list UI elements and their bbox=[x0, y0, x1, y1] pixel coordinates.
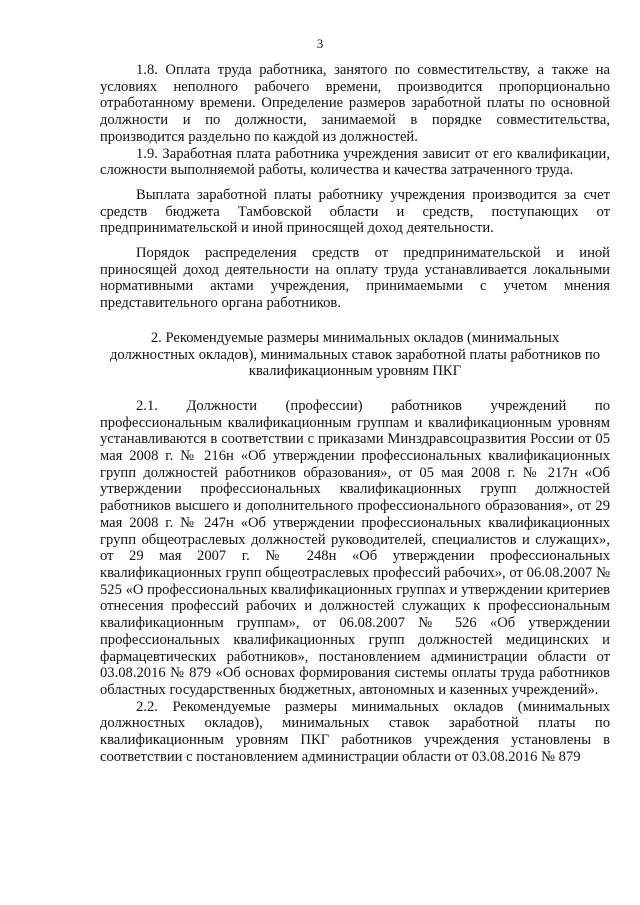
section-2-heading: 2. Рекомендуемые размеры минимальных окладов (минимальных должностных окладов), минимальных ставок заработной платы работников по квалификационным уровням ПКГ bbox=[109, 329, 601, 380]
paragraph-2-2: 2.2. Рекомендуемые размеры минимальных окладов (минимальных должностных окладов), минимальных ставок заработной платы по квалификационным уровням ПКГ работников учреждения установлены в соответствии с постановлением администрации области от 03.08.2016 № 879 bbox=[100, 698, 610, 765]
page-number: 3 bbox=[316, 36, 324, 51]
document-body bbox=[100, 62, 610, 765]
paragraph-2-1: 2.1. Должности (профессии) работников учреждений по профессиональным квалификационным группам и квалификационным уровням устанавливаются в соответствии с приказами Минздравсоцразвития России от 05 мая 2008 г. № 216н «Об утверждении профессиональных квалификационных групп должностей работников образования», от 05 мая 2008 г. № 217н «Об утверждении профессиональных квалификационных групп должностей работников высшего и дополнительного профессионального образования», от 29 мая 2008 г. № 247н «Об утверждении профессиональных квалификационных групп общеотраслевых должностей руководителей, специалистов и служащих», от 29 мая 2007 г. № 248н «Об утверждении профессиональных квалификационных групп общеотраслевых профессий рабочих», от 06.08.2007 № 525 «О профессиональных квалификационных группах и утверждении критериев отнесения профессий рабочих и должностей служащих к профессиональным квалификационным группам», от 06.08.2007 № 526 «Об утверждении профессиональных квалификационных групп должностей медицинских и фармацевтических работников», постановлением администрации области от 03.08.2016 № 879 «Об основах формирования системы оплаты труда работников областных государственных бюджетных, автономных и казенных учреждений». bbox=[100, 397, 610, 698]
paragraph-distribution-order: Порядок распределения средств от предпринимательской и иной приносящей доход деятельности на оплату труда устанавливается локальными нормативными актами учреждения, принимаемыми с учетом мнения представительного органа работников. bbox=[100, 245, 610, 312]
paragraph-1-9: 1.9. Заработная плата работника учреждения зависит от его квалификации, сложности выполняемой работы, количества и качества затраченного труда. bbox=[100, 145, 610, 179]
paragraph-salary-payment: Выплата заработной платы работнику учреждения производится за счет средств бюджета Тамбовской области и средств, поступающих от предпринимательской и иной приносящей доход деятельности. bbox=[100, 186, 610, 237]
paragraph-1-8: 1.8. Оплата труда работника, занятого по совместительству, а также на условиях неполного рабочего времени, производится пропорционально отработанному времени. Определение размеров заработной платы по основной должности и по должности, занимаемой в порядке совместительства, производится раздельно по каждой из должностей. bbox=[100, 62, 610, 145]
